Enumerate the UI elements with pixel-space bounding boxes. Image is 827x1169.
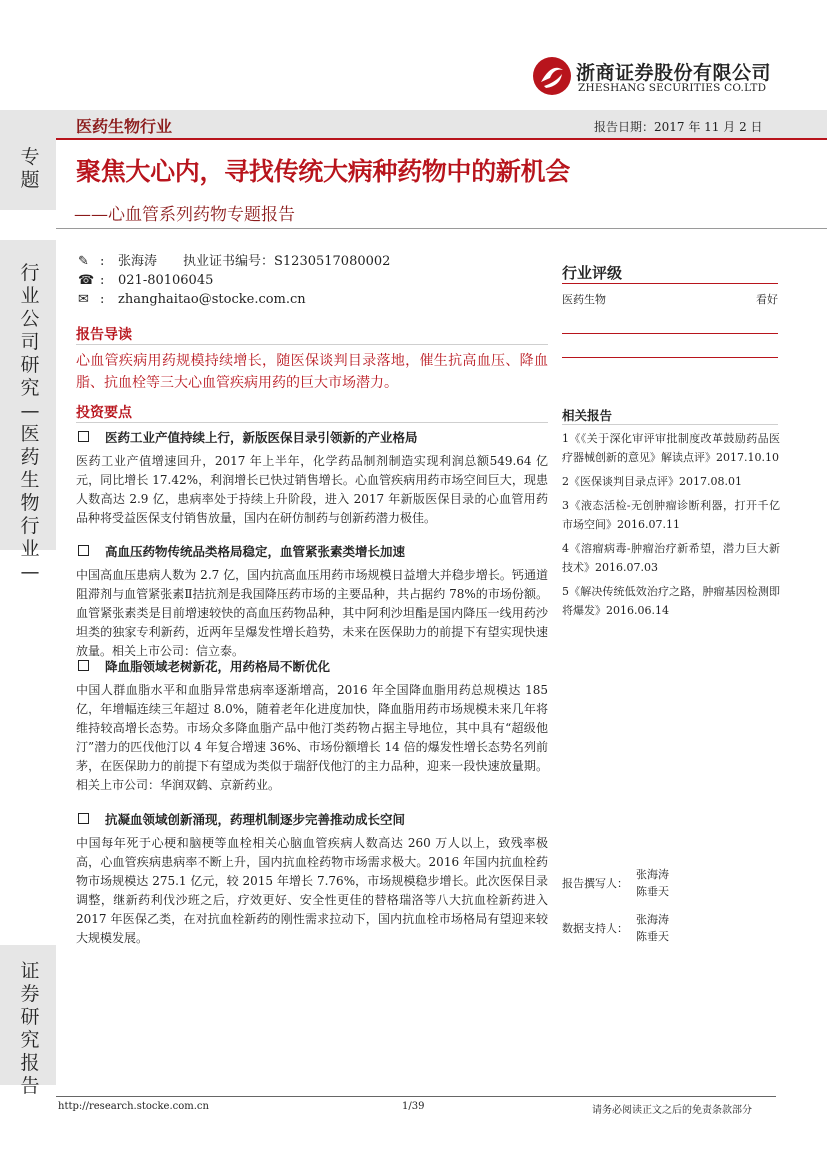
related-report-item[interactable]: 1《《关于深化审评审批制度改革鼓励药品医疗器械创新的意见》解读点评》2017.10.10 bbox=[562, 432, 780, 464]
author-name-row: ✎ : 张海涛 执业证书编号：S1230517080002 bbox=[78, 254, 391, 269]
intro-heading: 报告导读 bbox=[76, 327, 132, 343]
sidebar-tag-topic: 专题 bbox=[20, 146, 40, 191]
key-point-1 bbox=[76, 428, 548, 528]
supporter-name: 陈垂天 bbox=[636, 930, 669, 943]
report-title: 聚焦大心内，寻找传统大病种药物中的新机会 bbox=[76, 157, 571, 186]
brand-name-cn: 浙商证券股份有限公司 bbox=[576, 62, 772, 84]
pen-icon: ✎ bbox=[78, 254, 89, 269]
mail-icon: ✉ bbox=[78, 292, 89, 307]
related-report-item[interactable]: 2《医保谈判目录点评》2017.08.01 bbox=[562, 475, 742, 488]
logo-icon bbox=[532, 56, 572, 96]
related-list bbox=[562, 429, 780, 625]
key-point-body: 中国人群血脂水平和血脂异常患病率逐渐增高，2016 年全国降血脂用药总规模达 185 亿，年增幅连续三年超过 8.0%，随着老年化进度加快，降血脂用药市场规模未来几年将维持较高增长态势。市场众多降血脂产品中他汀类药物占据主导地位，其中具有“超级他汀”潜力的匹伐他汀以 4 年复合增速 36%、市场份额增长 14 倍的爆发性增长态势名列前茅，在医保助力的前提下有望成为类似于瑞舒伐他汀的主力品种，迎来一段快速放量期。相关上市公司：华润双鹤、京新药业。 bbox=[76, 683, 548, 792]
checkbox-bullet-icon bbox=[78, 813, 89, 824]
author-phone-row: ☎ : 021-80106045 bbox=[78, 273, 214, 288]
intro-text: 心血管疾病用药规模持续增长，随医保谈判目录落地，催生抗高血压、降血脂、抗血栓等三大心血管疾病用药的巨大市场潜力。 bbox=[76, 353, 548, 391]
checkbox-bullet-icon bbox=[78, 431, 89, 442]
rating-heading: 行业评级 bbox=[562, 264, 623, 282]
rating-divider-2 bbox=[562, 357, 778, 358]
report-date: 报告日期：2017 年 11 月 2 日 bbox=[594, 120, 763, 134]
supporter-name: 张海涛 bbox=[636, 913, 669, 926]
key-points-divider bbox=[76, 422, 548, 423]
key-point-title: 医药工业产值持续上行，新版医保目录引领新的产业格局 bbox=[105, 430, 418, 445]
key-point-title: 高血压药物传统品类格局稳定，血管紧张素类增长加速 bbox=[105, 544, 406, 559]
industry-label: 医药生物行业 bbox=[76, 117, 173, 136]
data-supporters bbox=[562, 911, 669, 945]
checkbox-bullet-icon bbox=[78, 660, 89, 671]
report-subtitle: ——心血管系列药物专题报告 bbox=[74, 205, 295, 225]
key-point-2 bbox=[76, 542, 548, 661]
key-point-body: 医药工业产值增速回升，2017 年上半年，化学药品制剂制造实现利润总额549.64 亿元，同比增长 17.42%，利润增长已快过销售增长。心血管疾病用药市场空间巨大，现患人数高达 2.9 亿，患病率处于持续上升阶段，进入 2017 年新版医保目录的心血管用药品种将受益医保支付销售放量，国内在研仿制药与创新药潜力极佳。 bbox=[76, 454, 548, 525]
key-points-heading: 投资要点 bbox=[76, 405, 132, 421]
author-name: 张海涛 执业证书编号：S1230517080002 bbox=[118, 254, 391, 269]
key-point-title: 抗凝血领域创新涌现，药理机制逐步完善推动成长空间 bbox=[105, 812, 406, 827]
writer-name: 张海涛 bbox=[636, 868, 669, 881]
related-report-item[interactable]: 4《溶瘤病毒-肿瘤治疗新希望，潜力巨大新技术》2016.07.03 bbox=[562, 542, 780, 574]
key-point-title: 降血脂领域老树新花，用药格局不断优化 bbox=[105, 659, 331, 674]
phone-icon: ☎ bbox=[78, 273, 95, 288]
key-point-body: 中国高血压患病人数为 2.7 亿，国内抗高血压用药市场规模日益增大并稳步增长。钙通道阻滞剂与血管紧张素Ⅱ拮抗剂是我国降压药市场的主要品种，共占据约 78%的市场份额。血管紧张素类是目前增速较快的高血压药物品种，其中阿利沙坦酯是国内降压一线用药沙坦类的独家专利新药，近两年呈爆发性增长趋势，未来在医保助力的前提下有望实现快速放量。相关上市公司：信立泰。 bbox=[76, 568, 548, 658]
sidebar-tag-category: 行业公司研究—医药生物行业— bbox=[20, 262, 40, 583]
author-info bbox=[78, 252, 390, 309]
rating-sector: 医药生物 bbox=[562, 293, 606, 306]
related-divider bbox=[562, 424, 778, 425]
checkbox-bullet-icon bbox=[78, 545, 89, 556]
data-support-label: 数据支持人： bbox=[562, 922, 628, 935]
author-email-row: ✉ : zhanghaitao@stocke.com.cn bbox=[78, 292, 306, 307]
writers-label: 报告撰写人： bbox=[562, 877, 628, 890]
intro-divider bbox=[76, 344, 548, 345]
related-heading: 相关报告 bbox=[562, 408, 613, 423]
writer-name: 陈垂天 bbox=[636, 885, 669, 898]
rating-divider-top bbox=[562, 283, 778, 284]
rating-divider-1 bbox=[562, 333, 778, 334]
report-writers bbox=[562, 866, 669, 900]
key-point-3 bbox=[76, 657, 548, 795]
related-report-item[interactable]: 5《解决传统低效治疗之路，肿瘤基因检测即将爆发》2016.06.14 bbox=[562, 585, 780, 617]
sidebar-tag-report-type: 证券研究报告 bbox=[20, 960, 40, 1097]
footer-url[interactable]: http://research.stocke.com.cn bbox=[58, 1101, 209, 1112]
brand-name-en: ZHESHANG SECURITIES CO.LTD bbox=[578, 82, 767, 94]
key-point-body: 中国每年死于心梗和脑梗等血栓相关心脑血管疾病人数高达 260 万人以上，致残率极高，心血管疾病患病率不断上升，国内抗血栓药物市场需求极大。2016 年国内抗血栓药物市场规模达 275.1 亿元，较 2015 年增长 7.76%，市场规模稳步增长。此次医保目录调整，继新药利伐沙班之后，疗效更好、安全性更佳的替格瑞洛等八大抗血栓新药进入 2017 年医保乙类，在对抗血栓新药的刚性需求拉动下，国内抗血栓市场格局有望迎来较大规模发展。 bbox=[76, 836, 548, 945]
author-email[interactable]: zhanghaitao@stocke.com.cn bbox=[118, 292, 306, 307]
page-number: 1/39 bbox=[402, 1101, 425, 1112]
related-report-item[interactable]: 3《液态活检-无创肿瘤诊断利器，打开千亿市场空间》2016.07.11 bbox=[562, 499, 780, 531]
header-divider bbox=[56, 138, 827, 140]
author-phone: 021-80106045 bbox=[118, 273, 214, 288]
rating-row bbox=[562, 291, 778, 307]
footer-disclaimer: 请务必阅读正文之后的免责条款部分 bbox=[592, 1105, 752, 1116]
footer-divider bbox=[56, 1096, 776, 1097]
rating-value: 看好 bbox=[756, 293, 778, 306]
title-divider bbox=[56, 228, 827, 229]
key-point-4 bbox=[76, 810, 548, 948]
